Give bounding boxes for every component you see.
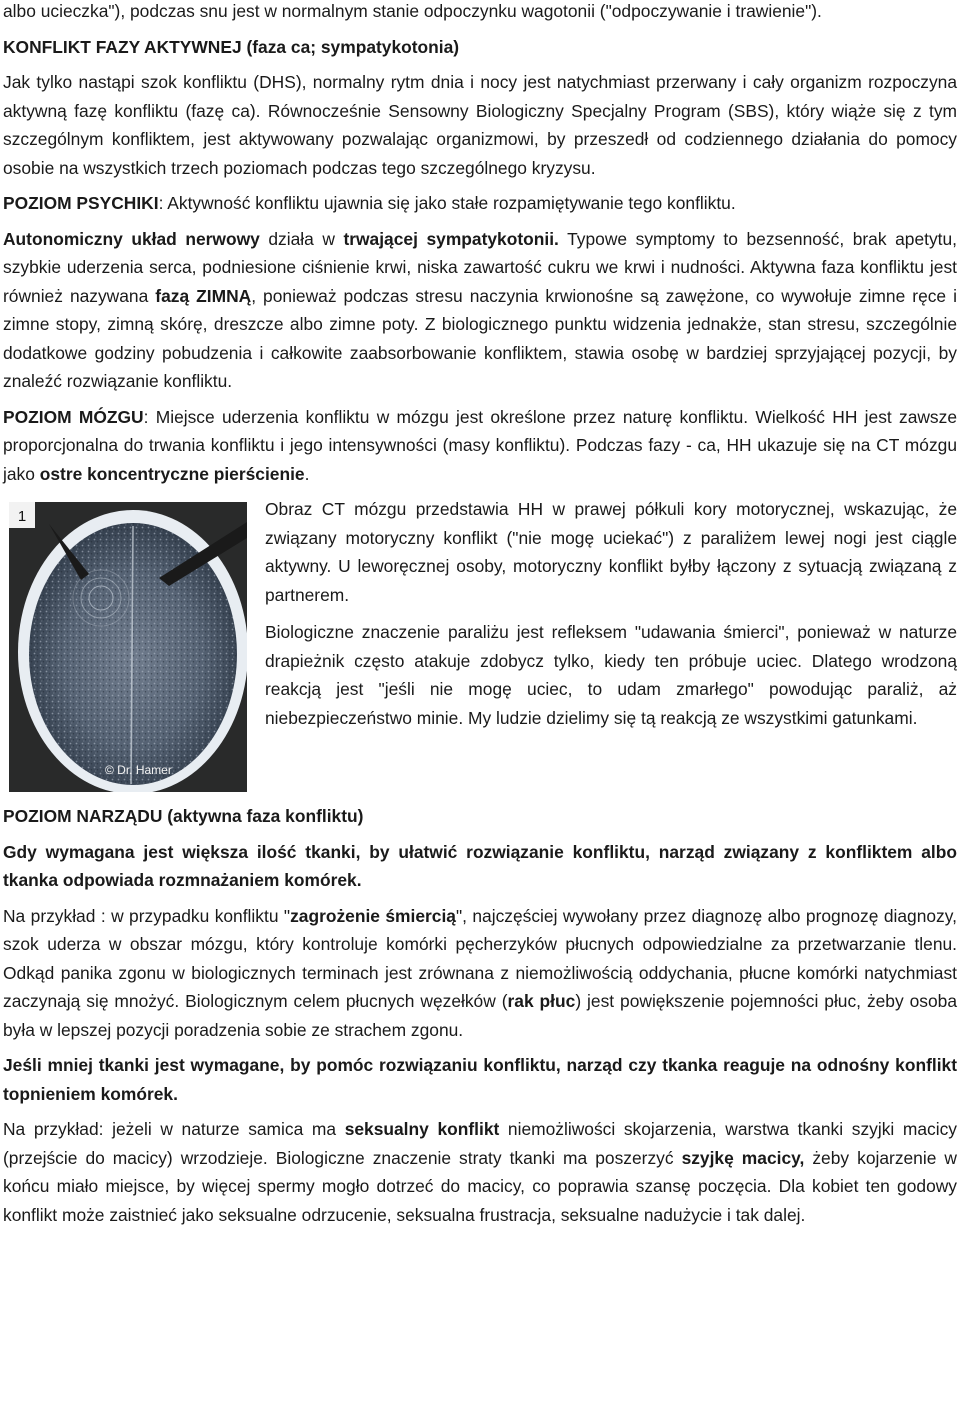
bold-concentric-rings: ostre koncentryczne pierścienie — [39, 463, 305, 484]
bold-sympathicotonia: trwającej sympatykotonii. — [343, 228, 559, 249]
text-autonomic-3: , ponieważ podczas stresu naczynia krwionośne są zawężone, co wywołuje zimne ręce i zimne stopy, zimną skórę, dreszcze albo zimne poty. Z biologicznego punktu widzenia jednakże, stan stresu, szczególnie dodatkowe godziny pobudzenia i całkowite zaabsorbowanie konfliktem, stawia osobę w bardziej sprzyjającej pozycji, by znaleźć rozwiązanie konfliktu. — [3, 285, 957, 391]
text-death-3: ) jest powiększenie pojemności płuc, żeby osoba była w lepszej pozycji poradzenia sobie ze strachem zgonu. — [3, 991, 957, 1040]
bold-sexual-conflict: seksualny konflikt — [344, 1119, 500, 1139]
paragraph-sexual-conflict — [3, 1115, 957, 1229]
text-brain-2: . — [304, 463, 310, 484]
text-sexual-3: żeby kojarzenie w końcu miało miejsce, by więcej spermy mogło dotrzeć do macicy, co poprawia szansę poczęcia. Dla kobiet ten godowy konflikt może zaistnieć jako seksualne odrzucenie, seksualna frustracja, seksualne nadużycie i tak dalej. — [3, 1147, 957, 1225]
text-sexual-1: Na przykład: jeżeli w naturze samica ma — [3, 1119, 345, 1139]
figure-block — [3, 495, 957, 796]
text-brain-1: : Miejsce uderzenia konfliktu w mózgu jest określone przez naturę konfliktu. Wielkość HH jest zawsze proporcjonalna do trwania konfliktu i jego intensywności (masy konfliktu). Podczas fazy - ca, HH ukazuje się na CT mózgu jako — [3, 406, 957, 484]
paragraph-brain-level — [3, 403, 957, 489]
paragraph-paralysis-meaning: Biologiczne znaczenie paraliżu jest refleksem "udawania śmierci", ponieważ w naturze drapieżnik często atakuje zdobycz tylko, kiedy ten próbuje uciec. Dlatego wrodzoną reakcją jest "jeśli nie mogę uciec, to udam zmarłego" powodując paraliż, aż niebezpieczeństwo minie. My ludzie dzielimy się tą reakcją ze wszystkimi gatunkami. — [265, 622, 957, 728]
text-psyche-level: : Aktywność konfliktu ujawnia się jako stałe rozpamiętywanie tego konfliktu. — [158, 193, 736, 213]
brain-ct-scan-image — [9, 502, 247, 792]
text-sexual-2: niemożliwości skojarzenia, warstwa tkanki szyjki macicy (przejście do macicy) wrzodzieje. Biologiczne znaczenie straty tkanki ma poszerzyć — [3, 1119, 958, 1168]
figure-caption-text — [265, 495, 957, 741]
text-death-2: ", najczęściej wywołany przez diagnozę albo prognozę diagnozy, szok uderza w obszar mózgu, który kontroluje komórki pęcherzyków płucnych odpowiedzialne za przetwarzanie tlenu. Odkąd panika zgonu w biologicznych terminach jest zrównana z niemożliwością oddychania, płucne komórki natychmiast zaczynają się mnożyć. Biologicznym celem płucnych węzełków ( — [3, 905, 957, 1011]
heading-active-phase: KONFLIKT FAZY AKTYWNEJ (faza ca; sympatykotonia) — [3, 36, 460, 57]
text-autonomic-2: Typowe symptomy to bezsenność, brak apetytu, szybkie uderzenia serca, podniesione ciśnienie krwi, niska zawartość cukru we krwi i nudności. Aktywna faza konfliktu jest również nazywana — [3, 228, 957, 306]
label-psyche-level: POZIOM PSYCHIKI — [3, 193, 159, 213]
paragraph-intro: albo ucieczka"), podczas snu jest w normalnym stanie odpoczynku wagotonii ("odpoczywanie i trawienie"). — [3, 1, 822, 21]
paragraph-dhs: Jak tylko nastąpi szok konfliktu (DHS), normalny rytm dnia i nocy jest natychmiast przerwany i cały organizm rozpoczyna aktywną fazę konfliktu (fazę ca). Równocześnie Sensowny Biologiczny Specjalny Program (SBS), który wiąże się z tym szczególnym konfliktem, jest aktywowany pozwalając organizmowi, by przeszedł od codziennego działania do pomocy osobie na wszystkich trzech poziomach podczas tego szczególnego kryzysu. — [3, 72, 957, 178]
paragraph-death-fright — [3, 902, 957, 1045]
text-death-1: Na przykład : w przypadku konfliktu " — [3, 905, 291, 926]
paragraph-autonomic — [3, 225, 957, 396]
text-autonomic-1: działa w — [259, 228, 344, 249]
bold-death-fright: zagrożenie śmiercią — [290, 905, 456, 926]
paragraph-cell-loss: Jeśli mniej tkanki jest wymagane, by pomóc rozwiązaniu konfliktu, narząd czy tkanka reaguje na odnośny konflikt topnieniem komórek. — [3, 1055, 957, 1104]
bold-autonomic: Autonomiczny układ nerwowy — [3, 228, 260, 249]
figure-label: 1 — [17, 508, 27, 525]
paragraph-psyche-level — [3, 189, 957, 218]
bold-cold-phase: fazą ZIMNĄ — [155, 285, 252, 306]
bold-lung-cancer: rak płuc — [507, 991, 576, 1011]
label-brain-level: POZIOM MÓZGU — [3, 406, 144, 427]
heading-organ-level: POZIOM NARZĄDU (aktywna faza konfliktu) — [3, 806, 364, 826]
bold-cervix: szyjkę macicy, — [681, 1147, 805, 1168]
figure-credit: © Dr. Hamer — [105, 763, 172, 777]
paragraph-cell-proliferation: Gdy wymagana jest większa ilość tkanki, by ułatwić rozwiązanie konfliktu, narząd związany z konfliktem albo tkanka odpowiada rozmnażaniem komórek. — [3, 841, 957, 890]
ct-scan-svg — [9, 502, 247, 792]
paragraph-ct-scan: Obraz CT mózgu przedstawia HH w prawej półkuli kory motorycznej, wskazując, że związany motoryczny konflikt ("nie mogę uciekać") z paraliżem lewej nogi jest ciągle aktywny. U leworęcznej osoby, motoryczny konflikt byłby łączony z sytuacją związaną z partnerem. — [265, 499, 957, 605]
